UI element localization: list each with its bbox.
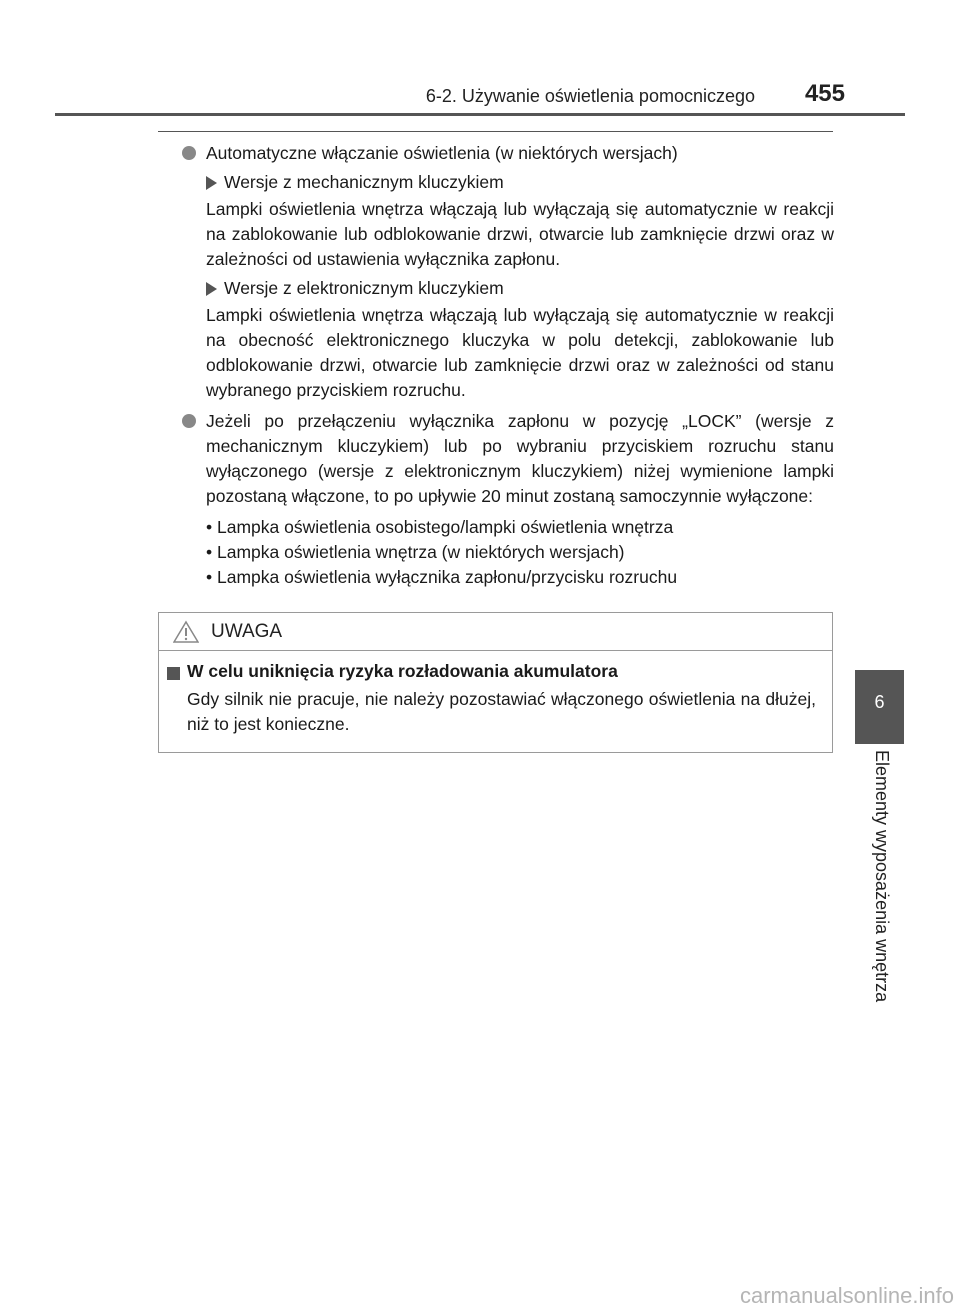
warning-subtitle-text: W celu uniknięcia ryzyka rozładowania akumulatora xyxy=(187,661,618,681)
sub-heading xyxy=(182,276,834,301)
warning-body xyxy=(159,659,834,737)
chapter-number: 6 xyxy=(874,692,885,712)
paragraph: Lampki oświetlenia wnętrza włączają lub wyłączają się automatycznie w reakcji na obecność elektronicznego kluczyka w polu detekcji, zablokowanie lub odblokowanie drzwi, otwarcie lub zamknięcie drzwi oraz w zależności od stanu wybranego przyciskiem rozruchu. xyxy=(206,305,834,400)
warning-title: UWAGA xyxy=(211,621,283,642)
warning-text: Gdy silnik nie pracuje, nie należy pozostawiać włączonego oświetlenia na dłużej, niż to jest konieczne. xyxy=(187,689,816,734)
list-item: • Lampka oświetlenia wyłącznika zapłonu/przycisku rozruchu xyxy=(206,567,678,587)
bullet-text: Automatyczne włączanie oświetlenia (w niektórych wersjach) xyxy=(206,143,678,163)
page-number: 455 xyxy=(804,80,845,107)
bullet-text: Jeżeli po przełączeniu wyłącznika zapłonu w pozycję „LOCK” (wersje z mechanicznym kluczykiem) lub po wybraniu przyciskiem rozruchu stanu wyłączonego (wersje z elektronicznym kluczykiem) niżej wymienione lampki pozostaną włączone, to po upływie 20 minut zostaną samoczynnie wyłączone: xyxy=(206,411,834,506)
triangle-right-icon xyxy=(206,282,217,296)
bullet-dot-icon xyxy=(182,414,196,428)
header-divider xyxy=(55,113,905,116)
paragraph: Lampki oświetlenia wnętrza włączają lub wyłączają się automatycznie w reakcji na zablokowanie lub odblokowanie drzwi, otwarcie lub zamknięcie drzwi oraz w zależności od ustawienia wyłącznika zapłonu. xyxy=(206,199,834,269)
list-item: • Lampka oświetlenia osobistego/lampki oświetlenia wnętrza xyxy=(206,517,674,537)
main-content xyxy=(182,141,834,590)
bullet-item xyxy=(182,141,834,166)
square-bullet-icon xyxy=(167,667,180,680)
bullet-item xyxy=(182,409,834,509)
list-item: • Lampka oświetlenia wnętrza (w niektórych wersjach) xyxy=(206,542,625,562)
sub-heading-text: Wersje z elektronicznym kluczykiem xyxy=(224,278,504,298)
chapter-label-text: Elementy wyposażenia wnętrza xyxy=(872,750,892,1003)
content-divider xyxy=(158,131,833,132)
triangle-right-icon xyxy=(206,176,217,190)
watermark: carmanualsonline.info xyxy=(739,1283,954,1308)
lamp-list xyxy=(182,515,834,590)
sub-heading xyxy=(182,170,834,195)
sub-heading-text: Wersje z mechanicznym kluczykiem xyxy=(224,172,504,192)
chapter-label xyxy=(866,750,894,1022)
warning-box xyxy=(158,612,833,753)
warning-triangle-icon xyxy=(173,620,199,644)
section-title: 6-2. Używanie oświetlenia pomocniczego xyxy=(425,86,755,106)
warning-subtitle xyxy=(159,659,834,684)
warning-header xyxy=(159,613,832,651)
page-header xyxy=(0,72,905,112)
bullet-dot-icon xyxy=(182,146,196,160)
chapter-tab xyxy=(855,670,904,744)
